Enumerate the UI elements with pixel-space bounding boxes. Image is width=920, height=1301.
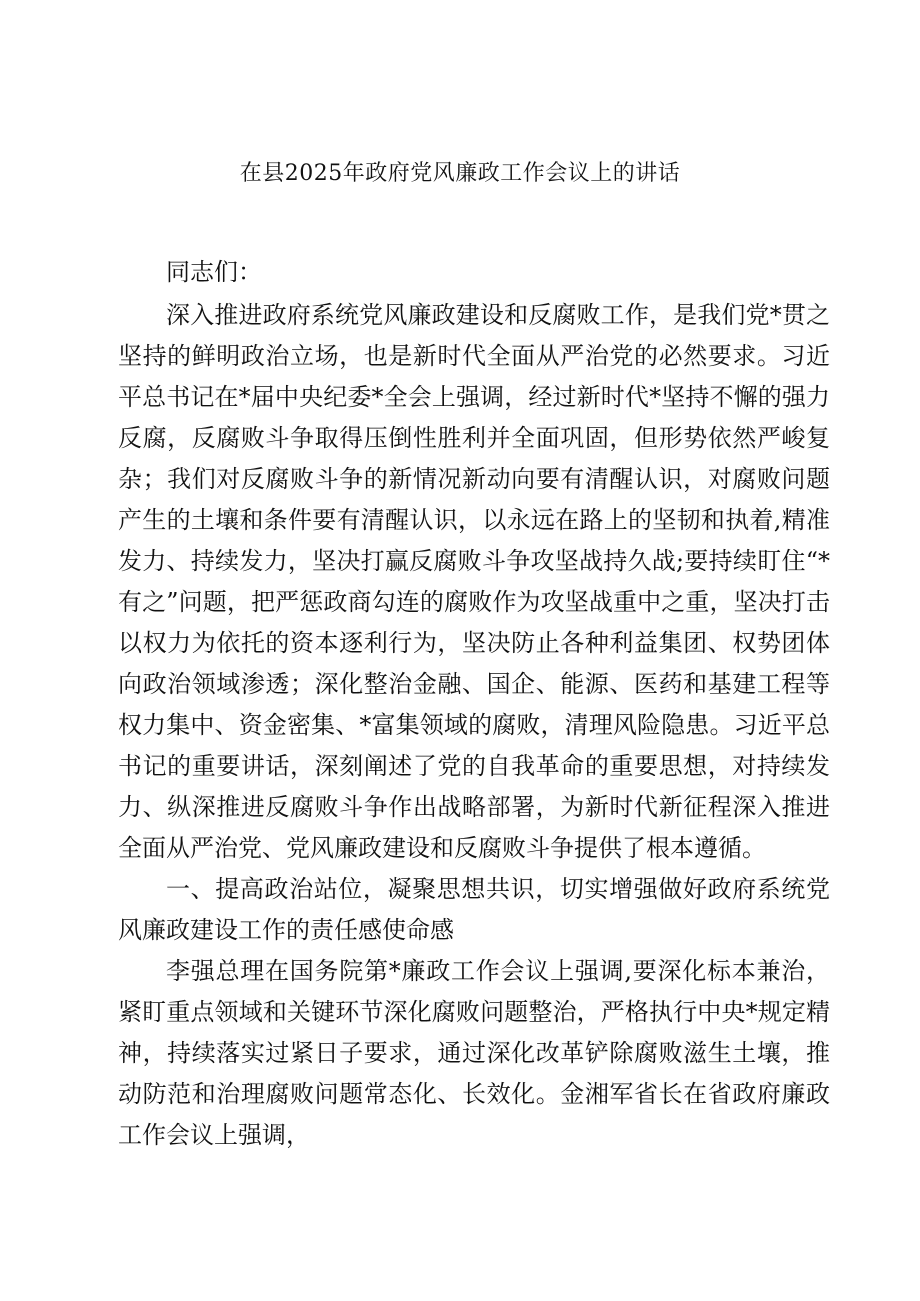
paragraph-section-1: 李强总理在国务院第*廉政工作会议上强调,要深化标本兼治，紧盯重点领域和关键环节深化腐败问题整治，严格执行中央*规定精神，持续落实过紧日子要求，通过深化改革铲除腐败滋生土壤，推动防范和治理腐败问题常态化、长效化。金湘军省长在省政府廉政工作会议上强调， [118, 957, 830, 1149]
greeting: 同志们： [166, 258, 262, 286]
document-body [118, 252, 830, 1156]
document-title: 在县2025年政府党风廉政工作会议上的讲话 [239, 161, 681, 186]
section-heading-1: 一、提高政治站位，凝聚思想共识，切实增强做好政府系统党风廉政建设工作的责任感使命感 [118, 875, 830, 944]
paragraph-intro: 深入推进政府系统党风廉政建设和反腐败工作，是我们党*贯之坚持的鲜明政治立场，也是新时代全面从严治党的必然要求。习近平总书记在*届中央纪委*全会上强调，经过新时代*坚持不懈的强力反腐，反腐败斗争取得压倒性胜利并全面巩固，但形势依然严峻复杂；我们对反腐败斗争的新情况新动向要有清醒认识，对腐败问题产生的土壤和条件要有清醒认识，以永远在路上的坚韧和执着,精准发力、持续发力，坚决打赢反腐败斗争攻坚战持久战;要持续盯住“*有之”问题，把严惩政商勾连的腐败作为攻坚战重中之重，坚决打击以权力为依托的资本逐利行为，坚决防止各种利益集团、权势团体向政治领域渗透；深化整治金融、国企、能源、医药和基建工程等权力集中、资金密集、*富集领域的腐败，清理风险隐患。习近平总书记的重要讲话，深刻阐述了党的自我革命的重要思想，对持续发力、纵深推进反腐败斗争作出战略部署，为新时代新征程深入推进全面从严治党、党风廉政建设和反腐败斗争提供了根本遵循。 [118, 301, 830, 862]
